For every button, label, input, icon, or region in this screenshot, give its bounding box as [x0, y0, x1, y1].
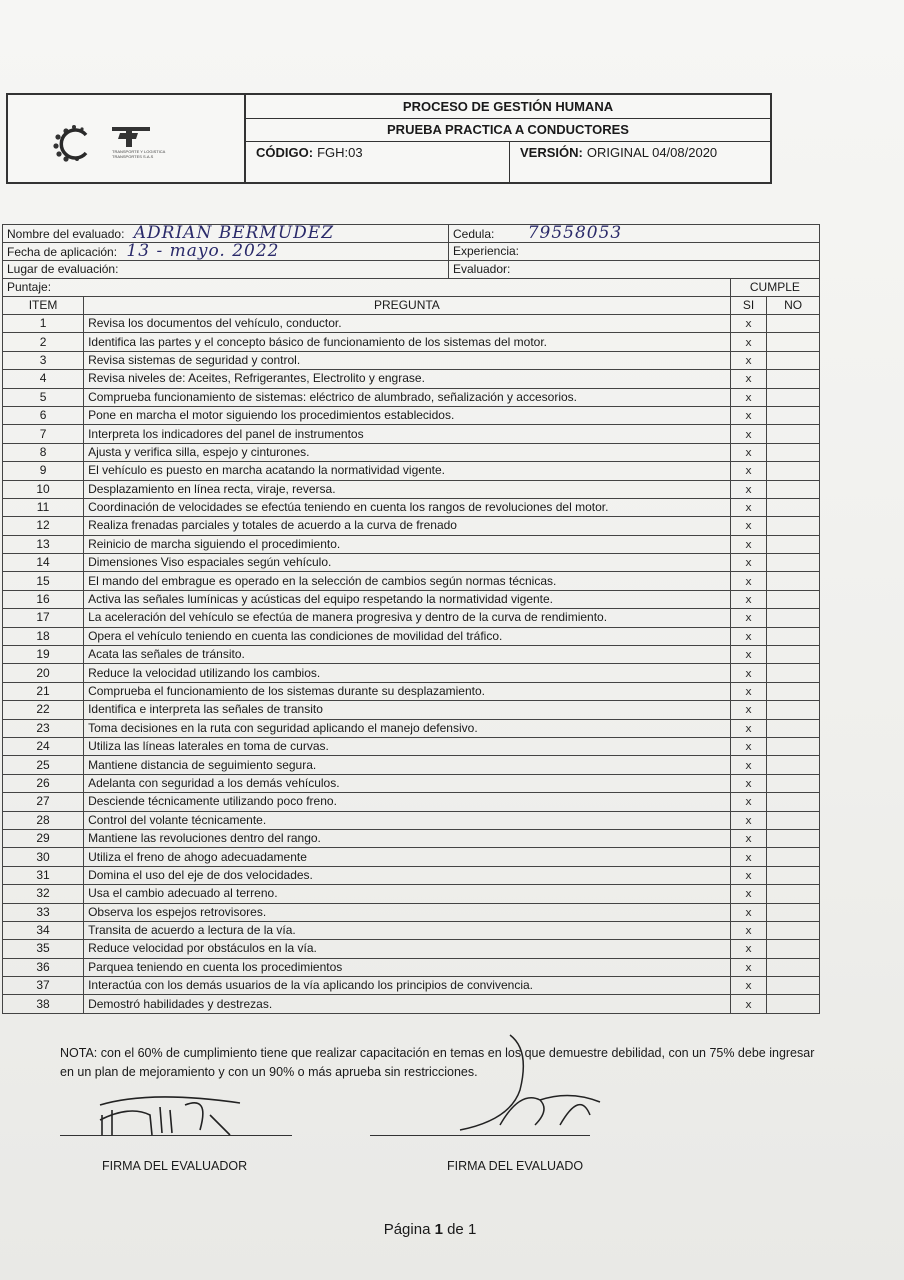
question-text: Toma decisiones en la ruta con seguridad aplicando el manejo defensivo.	[84, 719, 731, 737]
question-text: Revisa sistemas de seguridad y control.	[84, 351, 731, 369]
item-number: 6	[3, 406, 84, 424]
question-text: Reinicio de marcha siguiendo el procedimiento.	[84, 535, 731, 553]
question-text: Transita de acuerdo a lectura de la vía.	[84, 921, 731, 939]
process-title: PROCESO DE GESTIÓN HUMANA	[246, 95, 770, 119]
table-row	[3, 958, 820, 976]
no-mark	[767, 719, 820, 737]
item-number: 32	[3, 885, 84, 903]
no-mark	[767, 866, 820, 884]
item-number: 35	[3, 940, 84, 958]
test-title: PRUEBA PRACTICA A CONDUCTORES	[246, 118, 770, 142]
question-text: La aceleración del vehículo se efectúa de manera progresiva y dentro de la curva de rendimiento.	[84, 609, 731, 627]
table-row	[3, 903, 820, 921]
question-text: Desciende técnicamente utilizando poco freno.	[84, 793, 731, 811]
page-total: 1	[467, 1221, 477, 1238]
si-mark: x	[730, 315, 766, 333]
no-header: NO	[767, 297, 820, 315]
info-row-name	[3, 225, 820, 243]
no-mark	[767, 572, 820, 590]
table-row	[3, 646, 820, 664]
question-text: Identifica e interpreta las señales de transito	[84, 701, 731, 719]
table-row	[3, 572, 820, 590]
question-text: Usa el cambio adecuado al terreno.	[84, 885, 731, 903]
item-number: 1	[3, 315, 84, 333]
question-text: Comprueba funcionamiento de sistemas: eléctrico de alumbrado, señalización y accesorios.	[84, 388, 731, 406]
approval-note: NOTA: con el 60% de cumplimiento tiene que realizar capacitación en temas en los que demuestre debilidad, con un 75% debe ingresar en un plan de mejoramiento y con un 90% o más aprueba sin restricciones.	[60, 1046, 815, 1079]
question-text: Realiza frenadas parciales y totales de acuerdo a la curva de frenado	[84, 517, 731, 535]
item-number: 24	[3, 737, 84, 755]
cedula-cell	[448, 225, 819, 243]
question-text: Comprueba el funcionamiento de los sistemas durante su desplazamiento.	[84, 682, 731, 700]
no-mark	[767, 462, 820, 480]
item-number: 26	[3, 774, 84, 792]
table-row	[3, 480, 820, 498]
item-number: 2	[3, 333, 84, 351]
table-row	[3, 829, 820, 847]
item-number: 18	[3, 627, 84, 645]
table-row	[3, 554, 820, 572]
experience-label: Experiencia:	[452, 244, 520, 258]
item-number: 28	[3, 811, 84, 829]
item-header: ITEM	[3, 297, 84, 315]
si-mark: x	[730, 756, 766, 774]
si-mark: x	[730, 903, 766, 921]
item-number: 29	[3, 829, 84, 847]
question-text: El mando del embrague es operado en la selección de cambios según normas técnicas.	[84, 572, 731, 590]
no-mark	[767, 370, 820, 388]
score-cell	[3, 279, 731, 297]
no-mark	[767, 793, 820, 811]
si-mark: x	[730, 388, 766, 406]
item-number: 4	[3, 370, 84, 388]
item-number: 36	[3, 958, 84, 976]
no-mark	[767, 811, 820, 829]
item-number: 27	[3, 793, 84, 811]
item-number: 20	[3, 664, 84, 682]
si-mark: x	[730, 848, 766, 866]
cedula-label: Cedula:	[452, 226, 495, 241]
version-cell	[510, 141, 770, 186]
si-mark: x	[730, 462, 766, 480]
no-mark	[767, 664, 820, 682]
item-number: 9	[3, 462, 84, 480]
si-mark: x	[730, 554, 766, 572]
info-row-place	[3, 261, 820, 279]
si-mark: x	[730, 664, 766, 682]
table-row	[3, 885, 820, 903]
item-number: 15	[3, 572, 84, 590]
question-text: Interactúa con los demás usuarios de la vía aplicando los principios de convivencia.	[84, 977, 731, 995]
si-header: SI	[730, 297, 766, 315]
question-text: Utiliza el freno de ahogo adecuadamente	[84, 848, 731, 866]
no-mark	[767, 977, 820, 995]
no-mark	[767, 333, 820, 351]
question-text: Opera el vehículo teniendo en cuenta las condiciones de movilidad del tráfico.	[84, 627, 731, 645]
si-mark: x	[730, 885, 766, 903]
no-mark	[767, 995, 820, 1013]
table-row	[3, 370, 820, 388]
table-row	[3, 793, 820, 811]
document-header	[6, 93, 772, 184]
no-mark	[767, 903, 820, 921]
no-mark	[767, 425, 820, 443]
code-label: CÓDIGO:	[256, 145, 314, 160]
si-mark: x	[730, 351, 766, 369]
item-number: 8	[3, 443, 84, 461]
question-text: Utiliza las líneas laterales en toma de curvas.	[84, 737, 731, 755]
si-mark: x	[730, 682, 766, 700]
table-row	[3, 590, 820, 608]
table-row	[3, 682, 820, 700]
table-row	[3, 756, 820, 774]
no-mark	[767, 443, 820, 461]
evaluated-signature	[440, 1030, 610, 1140]
no-mark	[767, 517, 820, 535]
table-row	[3, 351, 820, 369]
item-number: 31	[3, 866, 84, 884]
question-text: Desplazamiento en línea recta, viraje, reversa.	[84, 480, 731, 498]
item-number: 23	[3, 719, 84, 737]
table-row	[3, 425, 820, 443]
si-mark: x	[730, 701, 766, 719]
si-mark: x	[730, 480, 766, 498]
si-mark: x	[730, 829, 766, 847]
evaluation-table	[2, 224, 820, 1014]
page-current: 1	[434, 1221, 443, 1238]
question-text: Activa las señales lumínicas y acústicas del equipo respetando la normatividad vigente.	[84, 590, 731, 608]
no-mark	[767, 388, 820, 406]
question-text: Reduce la velocidad utilizando los cambios.	[84, 664, 731, 682]
table-row	[3, 921, 820, 939]
question-header: PREGUNTA	[84, 297, 731, 315]
question-text: El vehículo es puesto en marcha acatando la normatividad vigente.	[84, 462, 731, 480]
si-mark: x	[730, 627, 766, 645]
si-mark: x	[730, 995, 766, 1013]
item-number: 13	[3, 535, 84, 553]
info-row-date	[3, 243, 820, 261]
company-logo-cell	[8, 95, 246, 182]
question-text: Parquea teniendo en cuenta los procedimientos	[84, 958, 731, 976]
item-number: 25	[3, 756, 84, 774]
question-text: Mantiene distancia de seguimiento segura.	[84, 756, 731, 774]
si-mark: x	[730, 333, 766, 351]
code-cell	[246, 141, 510, 182]
version-label: VERSIÓN:	[520, 145, 583, 160]
si-mark: x	[730, 590, 766, 608]
evaluated-signature-line	[370, 1135, 590, 1136]
table-row	[3, 498, 820, 516]
si-mark: x	[730, 572, 766, 590]
no-mark	[767, 351, 820, 369]
question-text: Reduce velocidad por obstáculos en la vía.	[84, 940, 731, 958]
column-header-row	[3, 297, 820, 315]
evaluator-signature	[90, 1085, 260, 1140]
place-cell	[3, 261, 449, 279]
si-mark: x	[730, 958, 766, 976]
si-mark: x	[730, 498, 766, 516]
no-mark	[767, 646, 820, 664]
item-number: 17	[3, 609, 84, 627]
no-mark	[767, 921, 820, 939]
info-row-score	[3, 279, 820, 297]
version-value: ORIGINAL 04/08/2020	[586, 145, 718, 160]
no-mark	[767, 315, 820, 333]
company-subtitle: TRANSPORTE Y LOGISTICA TRANSPORTES S.A.S	[112, 149, 166, 159]
experience-cell	[448, 243, 819, 261]
question-text: Interpreta los indicadores del panel de instrumentos	[84, 425, 731, 443]
page-mid: de	[442, 1221, 468, 1238]
question-text: Coordinación de velocidades se efectúa teniendo en cuenta los rangos de revoluciones del motor.	[84, 498, 731, 516]
no-mark	[767, 406, 820, 424]
item-number: 19	[3, 646, 84, 664]
si-mark: x	[730, 774, 766, 792]
no-mark	[767, 590, 820, 608]
si-mark: x	[730, 793, 766, 811]
question-text: Domina el uso del eje de dos velocidades.	[84, 866, 731, 884]
si-mark: x	[730, 370, 766, 388]
question-text: Revisa niveles de: Aceites, Refrigerantes, Electrolito y engrase.	[84, 370, 731, 388]
table-row	[3, 719, 820, 737]
question-text: Observa los espejos retrovisores.	[84, 903, 731, 921]
no-mark	[767, 627, 820, 645]
item-number: 21	[3, 682, 84, 700]
cumple-header: CUMPLE	[730, 279, 819, 297]
item-number: 7	[3, 425, 84, 443]
item-number: 16	[3, 590, 84, 608]
item-number: 33	[3, 903, 84, 921]
question-text: Dimensiones Viso espaciales según vehículo.	[84, 554, 731, 572]
table-row	[3, 517, 820, 535]
cedula-value: 79558053	[527, 224, 623, 243]
si-mark: x	[730, 646, 766, 664]
item-number: 5	[3, 388, 84, 406]
evaluator-cell	[448, 261, 819, 279]
table-row	[3, 462, 820, 480]
si-mark: x	[730, 866, 766, 884]
page-number	[0, 1221, 860, 1238]
question-text: Identifica las partes y el concepto básico de funcionamiento de los sistemas del motor.	[84, 333, 731, 351]
page-prefix: Página	[383, 1221, 435, 1238]
evaluator-signature-line	[60, 1135, 292, 1136]
table-row	[3, 811, 820, 829]
table-row	[3, 535, 820, 553]
evaluator-label: Evaluador:	[452, 262, 511, 276]
item-number: 12	[3, 517, 84, 535]
no-mark	[767, 848, 820, 866]
table-row	[3, 388, 820, 406]
table-row	[3, 977, 820, 995]
code-value: FGH:03	[317, 145, 363, 160]
si-mark: x	[730, 811, 766, 829]
si-mark: x	[730, 443, 766, 461]
si-mark: x	[730, 977, 766, 995]
code-version-row	[246, 141, 770, 182]
no-mark	[767, 940, 820, 958]
item-number: 3	[3, 351, 84, 369]
si-mark: x	[730, 940, 766, 958]
item-number: 37	[3, 977, 84, 995]
question-text: Demostró habilidades y destrezas.	[84, 995, 731, 1013]
question-text: Ajusta y verifica silla, espejo y cinturones.	[84, 443, 731, 461]
si-mark: x	[730, 719, 766, 737]
table-row	[3, 333, 820, 351]
item-number: 38	[3, 995, 84, 1013]
si-mark: x	[730, 517, 766, 535]
no-mark	[767, 682, 820, 700]
table-row	[3, 315, 820, 333]
item-number: 10	[3, 480, 84, 498]
name-label: Nombre del evaluado:	[7, 226, 125, 241]
item-number: 14	[3, 554, 84, 572]
table-row	[3, 848, 820, 866]
evaluated-signature-label: FIRMA DEL EVALUADO	[447, 1159, 584, 1173]
si-mark: x	[730, 535, 766, 553]
company-logo	[8, 95, 246, 182]
question-text: Revisa los documentos del vehículo, conductor.	[84, 315, 731, 333]
si-mark: x	[730, 406, 766, 424]
question-text: Mantiene las revoluciones dentro del rango.	[84, 829, 731, 847]
no-mark	[767, 498, 820, 516]
table-row	[3, 443, 820, 461]
date-cell	[3, 243, 449, 261]
si-mark: x	[730, 609, 766, 627]
si-mark: x	[730, 737, 766, 755]
table-row	[3, 995, 820, 1013]
question-text: Control del volante técnicamente.	[84, 811, 731, 829]
no-mark	[767, 609, 820, 627]
table-row	[3, 664, 820, 682]
date-label: Fecha de aplicación:	[7, 244, 118, 259]
date-value: 13 - mayo. 2022	[126, 242, 280, 261]
question-text: Adelanta con seguridad a los demás vehículos.	[84, 774, 731, 792]
item-number: 22	[3, 701, 84, 719]
si-mark: x	[730, 425, 766, 443]
si-mark: x	[730, 921, 766, 939]
no-mark	[767, 774, 820, 792]
no-mark	[767, 701, 820, 719]
item-number: 11	[3, 498, 84, 516]
question-text: Pone en marcha el motor siguiendo los procedimientos establecidos.	[84, 406, 731, 424]
item-number: 30	[3, 848, 84, 866]
place-label: Lugar de evaluación:	[7, 262, 119, 276]
question-text: Acata las señales de tránsito.	[84, 646, 731, 664]
no-mark	[767, 829, 820, 847]
table-row	[3, 609, 820, 627]
no-mark	[767, 885, 820, 903]
no-mark	[767, 756, 820, 774]
no-mark	[767, 737, 820, 755]
table-row	[3, 701, 820, 719]
table-row	[3, 940, 820, 958]
name-cell	[3, 225, 449, 243]
table-row	[3, 737, 820, 755]
no-mark	[767, 554, 820, 572]
item-number: 34	[3, 921, 84, 939]
evaluator-signature-label: FIRMA DEL EVALUADOR	[102, 1159, 248, 1173]
table-row	[3, 406, 820, 424]
table-row	[3, 627, 820, 645]
no-mark	[767, 480, 820, 498]
no-mark	[767, 535, 820, 553]
name-value: ADRIAN BERMUDEZ	[133, 224, 335, 243]
score-label: Puntaje:	[7, 280, 52, 294]
table-row	[3, 774, 820, 792]
no-mark	[767, 958, 820, 976]
table-row	[3, 866, 820, 884]
